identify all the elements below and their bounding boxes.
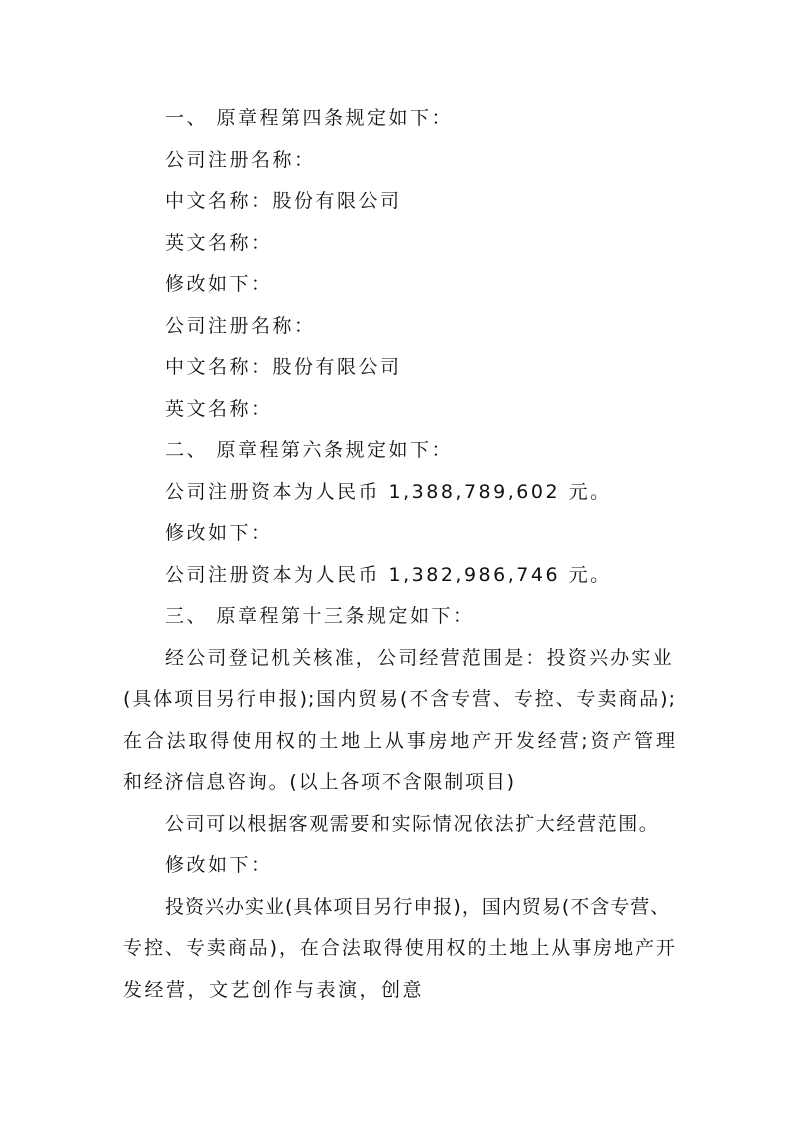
paragraph-line: 投资兴办实业(具体项目另行申报)，国内贸易(不含专营、 — [165, 896, 671, 918]
paragraph-line: 中文名称：股份有限公司 — [165, 190, 402, 212]
paragraph-line: 公司可以根据客观需要和实际情况依法扩大经营范围。 — [165, 813, 660, 835]
paragraph-line: 修改如下： — [165, 854, 273, 876]
section-heading-3: 三、 原章程第十三条规定如下： — [165, 605, 475, 627]
paragraph-line: 公司注册资本为人民币 1,388,789,602 元。 — [165, 481, 612, 503]
paragraph-line: 修改如下： — [165, 522, 273, 544]
paragraph-line: 英文名称： — [165, 398, 273, 420]
paragraph-line: 英文名称： — [165, 232, 273, 254]
section-heading-1: 一、 原章程第四条规定如下： — [165, 107, 454, 129]
paragraph-line: (具体项目另行申报);国内贸易(不含专营、专控、专卖商品); — [123, 688, 676, 710]
paragraph-line: 经公司登记机关核准，公司经营范围是：投资兴办实业 — [165, 647, 674, 669]
paragraph-line: 发经营，文艺创作与表演，创意 — [123, 979, 425, 1001]
paragraph-line: 公司注册名称： — [165, 149, 316, 171]
paragraph-line: 公司注册名称： — [165, 315, 316, 337]
paragraph-line: 公司注册资本为人民币 1,382,986,746 元。 — [165, 564, 612, 586]
section-heading-2: 二、 原章程第六条规定如下： — [165, 439, 454, 461]
paragraph-line: 专控、专卖商品)，在合法取得使用权的土地上从事房地产开 — [123, 937, 676, 959]
paragraph-line: 中文名称：股份有限公司 — [165, 356, 402, 378]
paragraph-line: 在合法取得使用权的土地上从事房地产开发经营;资产管理 — [123, 730, 676, 752]
paragraph-line: 和经济信息咨询。(以上各项不含限制项目) — [123, 771, 516, 793]
paragraph-line: 修改如下： — [165, 273, 273, 295]
